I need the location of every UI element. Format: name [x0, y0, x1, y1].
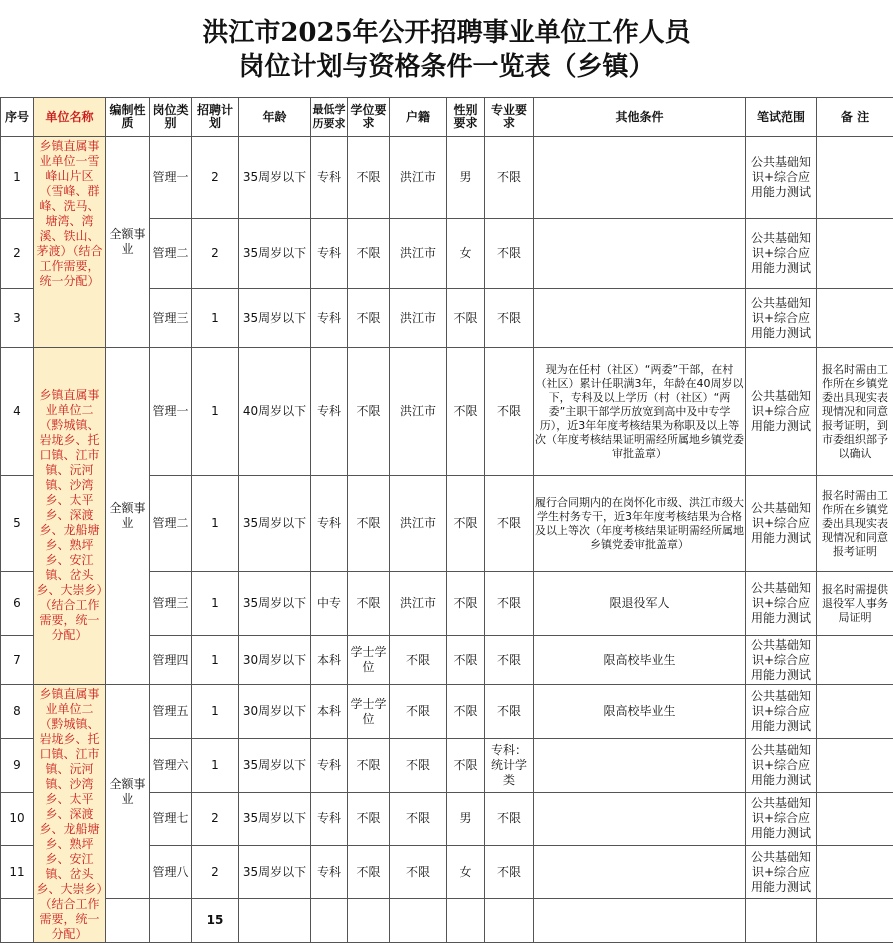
exam-cell: 公共基础知识+综合应用能力测试 — [746, 739, 817, 792]
exam-cell: 公共基础知识+综合应用能力测试 — [746, 219, 817, 289]
header-unit: 单位名称 — [34, 98, 106, 137]
header-nature: 编制性质 — [106, 98, 150, 137]
seq-cell: 8 — [1, 685, 34, 739]
header-other: 其他条件 — [534, 98, 746, 137]
edu-cell: 专科 — [311, 739, 348, 792]
category-cell: 管理三 — [150, 289, 192, 348]
note-cell — [817, 739, 893, 792]
table-row — [1, 685, 893, 739]
degree-cell: 不限 — [348, 572, 390, 636]
gender-cell: 不限 — [447, 289, 485, 348]
gender-cell: 女 — [447, 846, 485, 899]
table-row — [1, 348, 893, 476]
plan-cell: 1 — [192, 739, 239, 792]
note-cell: 报名时需由工作所在乡镇党委出具现实表现情况和同意报考证明 — [817, 476, 893, 572]
other-cell — [534, 792, 746, 845]
major-cell: 不限 — [485, 792, 534, 845]
hukou-cell: 洪江市 — [390, 137, 447, 219]
major-cell: 不限 — [485, 636, 534, 685]
hukou-cell: 不限 — [390, 792, 447, 845]
degree-cell: 不限 — [348, 739, 390, 792]
header-category: 岗位类别 — [150, 98, 192, 137]
degree-cell: 学士学位 — [348, 685, 390, 739]
major-cell: 不限 — [485, 219, 534, 289]
note-cell — [817, 219, 893, 289]
plan-cell: 2 — [192, 846, 239, 899]
exam-cell: 公共基础知识+综合应用能力测试 — [746, 792, 817, 845]
other-cell — [534, 846, 746, 899]
edu-cell: 本科 — [311, 636, 348, 685]
unit-name-cell: 乡镇直属事业单位二（黔城镇、岩垅乡、托口镇、江市镇、沅河镇、沙湾乡、太平乡、深渡乡、龙船塘乡、熟坪乡、安江镇、岔头乡、大崇乡）（结合工作需要，统一分配） — [34, 348, 106, 685]
category-cell: 管理五 — [150, 685, 192, 739]
age-cell: 35周岁以下 — [239, 476, 311, 572]
degree-cell: 不限 — [348, 846, 390, 899]
category-cell: 管理三 — [150, 572, 192, 636]
hukou-cell: 洪江市 — [390, 348, 447, 476]
major-cell: 不限 — [485, 137, 534, 219]
header-edu: 最低学历要求 — [311, 98, 348, 137]
hukou-cell: 不限 — [390, 685, 447, 739]
header-degree: 学位要求 — [348, 98, 390, 137]
nature-cell: 全额事业 — [106, 348, 150, 685]
note-cell: 报名时需由工作所在乡镇党委出具现实表现情况和同意报考证明，到市委组织部予以确认 — [817, 348, 893, 476]
plan-cell: 1 — [192, 289, 239, 348]
category-cell: 管理八 — [150, 846, 192, 899]
other-cell: 限高校毕业生 — [534, 636, 746, 685]
exam-cell: 公共基础知识+综合应用能力测试 — [746, 846, 817, 899]
exam-cell: 公共基础知识+综合应用能力测试 — [746, 685, 817, 739]
seq-cell: 1 — [1, 137, 34, 219]
category-cell: 管理七 — [150, 792, 192, 845]
exam-cell: 公共基础知识+综合应用能力测试 — [746, 289, 817, 348]
category-cell: 管理一 — [150, 348, 192, 476]
category-cell: 管理六 — [150, 739, 192, 792]
other-cell — [534, 219, 746, 289]
age-cell: 30周岁以下 — [239, 636, 311, 685]
hukou-cell: 洪江市 — [390, 572, 447, 636]
gender-cell: 不限 — [447, 636, 485, 685]
degree-cell: 不限 — [348, 289, 390, 348]
exam-cell: 公共基础知识+综合应用能力测试 — [746, 137, 817, 219]
page-subtitle: 岗位计划与资格条件一览表（乡镇） — [0, 50, 893, 84]
seq-cell: 4 — [1, 348, 34, 476]
other-cell: 限高校毕业生 — [534, 685, 746, 739]
header-gender: 性别要求 — [447, 98, 485, 137]
plan-cell: 2 — [192, 219, 239, 289]
gender-cell: 女 — [447, 219, 485, 289]
table-row — [1, 137, 893, 219]
other-cell — [534, 739, 746, 792]
edu-cell: 中专 — [311, 572, 348, 636]
major-cell: 不限 — [485, 572, 534, 636]
gender-cell: 不限 — [447, 572, 485, 636]
seq-cell: 5 — [1, 476, 34, 572]
total-row — [1, 899, 893, 943]
note-cell — [817, 685, 893, 739]
plan-cell: 2 — [192, 792, 239, 845]
other-cell: 现为在任村（社区）“两委”干部，在村（社区）累计任职满3年，年龄在40周岁以下，专科及以上学历（村（社区）“两委”主职干部学历放宽到高中及中专学历），近3年年度考核结果为称职及以上等次（年度考核结果证明需经所属地乡镇党委审批盖章） — [534, 348, 746, 476]
gender-cell: 男 — [447, 137, 485, 219]
hukou-cell: 不限 — [390, 636, 447, 685]
hukou-cell: 不限 — [390, 846, 447, 899]
major-cell: 不限 — [485, 348, 534, 476]
category-cell: 管理二 — [150, 219, 192, 289]
edu-cell: 专科 — [311, 219, 348, 289]
age-cell: 35周岁以下 — [239, 792, 311, 845]
age-cell: 35周岁以下 — [239, 219, 311, 289]
category-cell: 管理一 — [150, 137, 192, 219]
major-cell: 不限 — [485, 846, 534, 899]
header-exam: 笔试范围 — [746, 98, 817, 137]
nature-cell: 全额事业 — [106, 685, 150, 899]
degree-cell: 不限 — [348, 348, 390, 476]
plan-cell: 1 — [192, 572, 239, 636]
hukou-cell: 洪江市 — [390, 289, 447, 348]
plan-cell: 1 — [192, 348, 239, 476]
header-age: 年龄 — [239, 98, 311, 137]
hukou-cell: 洪江市 — [390, 476, 447, 572]
plan-cell: 1 — [192, 685, 239, 739]
note-cell — [817, 636, 893, 685]
major-cell: 专科：统计学类 — [485, 739, 534, 792]
degree-cell: 不限 — [348, 219, 390, 289]
seq-cell: 10 — [1, 792, 34, 845]
plan-cell: 1 — [192, 636, 239, 685]
seq-cell: 7 — [1, 636, 34, 685]
header-hukou: 户籍 — [390, 98, 447, 137]
age-cell: 35周岁以下 — [239, 846, 311, 899]
seq-cell: 3 — [1, 289, 34, 348]
exam-cell: 公共基础知识+综合应用能力测试 — [746, 348, 817, 476]
edu-cell: 本科 — [311, 685, 348, 739]
major-cell: 不限 — [485, 476, 534, 572]
note-cell: 报名时需提供退役军人事务局证明 — [817, 572, 893, 636]
header-note: 备 注 — [817, 98, 893, 137]
exam-cell: 公共基础知识+综合应用能力测试 — [746, 476, 817, 572]
category-cell: 管理二 — [150, 476, 192, 572]
edu-cell: 专科 — [311, 846, 348, 899]
seq-cell: 2 — [1, 219, 34, 289]
exam-cell: 公共基础知识+综合应用能力测试 — [746, 636, 817, 685]
major-cell: 不限 — [485, 685, 534, 739]
page-title: 洪江市2025年公开招聘事业单位工作人员 — [0, 16, 893, 50]
major-cell: 不限 — [485, 289, 534, 348]
edu-cell: 专科 — [311, 289, 348, 348]
unit-name-cell: 乡镇直属事业单位一雪峰山片区（雪峰、群峰、洗马、塘湾、湾溪、铁山、茅渡）（结合工作需要，统一分配） — [34, 137, 106, 348]
degree-cell: 不限 — [348, 476, 390, 572]
recruitment-table — [0, 97, 893, 943]
seq-cell: 6 — [1, 572, 34, 636]
edu-cell: 专科 — [311, 348, 348, 476]
degree-cell: 不限 — [348, 137, 390, 219]
unit-name-cell: 乡镇直属事业单位二（黔城镇、岩垅乡、托口镇、江市镇、沅河镇、沙湾乡、太平乡、深渡乡、龙船塘乡、熟坪乡、安江镇、岔头乡、大崇乡）（结合工作需要，统一分配） — [34, 685, 106, 943]
other-cell — [534, 289, 746, 348]
exam-cell: 公共基础知识+综合应用能力测试 — [746, 572, 817, 636]
age-cell: 35周岁以下 — [239, 289, 311, 348]
gender-cell: 不限 — [447, 739, 485, 792]
age-cell: 35周岁以下 — [239, 137, 311, 219]
gender-cell: 男 — [447, 792, 485, 845]
plan-cell: 1 — [192, 476, 239, 572]
other-cell — [534, 137, 746, 219]
gender-cell: 不限 — [447, 476, 485, 572]
plan-cell: 2 — [192, 137, 239, 219]
total-plan-cell: 15 — [192, 899, 239, 943]
edu-cell: 专科 — [311, 476, 348, 572]
header-major: 专业要求 — [485, 98, 534, 137]
note-cell — [817, 846, 893, 899]
note-cell — [817, 289, 893, 348]
gender-cell: 不限 — [447, 685, 485, 739]
age-cell: 35周岁以下 — [239, 572, 311, 636]
other-cell: 履行合同期内的在岗怀化市级、洪江市级大学生村务专干，近3年年度考核结果为合格及以上等次（年度考核结果证明需经所属地乡镇党委审批盖章） — [534, 476, 746, 572]
category-cell: 管理四 — [150, 636, 192, 685]
age-cell: 30周岁以下 — [239, 685, 311, 739]
gender-cell: 不限 — [447, 348, 485, 476]
note-cell — [817, 137, 893, 219]
other-cell: 限退役军人 — [534, 572, 746, 636]
degree-cell: 学士学位 — [348, 636, 390, 685]
header-row — [1, 98, 893, 137]
header-seq: 序号 — [1, 98, 34, 137]
degree-cell: 不限 — [348, 792, 390, 845]
hukou-cell: 不限 — [390, 739, 447, 792]
seq-cell: 11 — [1, 846, 34, 899]
note-cell — [817, 792, 893, 845]
nature-cell: 全额事业 — [106, 137, 150, 348]
edu-cell: 专科 — [311, 792, 348, 845]
seq-cell: 9 — [1, 739, 34, 792]
age-cell: 40周岁以下 — [239, 348, 311, 476]
hukou-cell: 洪江市 — [390, 219, 447, 289]
edu-cell: 专科 — [311, 137, 348, 219]
header-plan: 招聘计划 — [192, 98, 239, 137]
age-cell: 35周岁以下 — [239, 739, 311, 792]
